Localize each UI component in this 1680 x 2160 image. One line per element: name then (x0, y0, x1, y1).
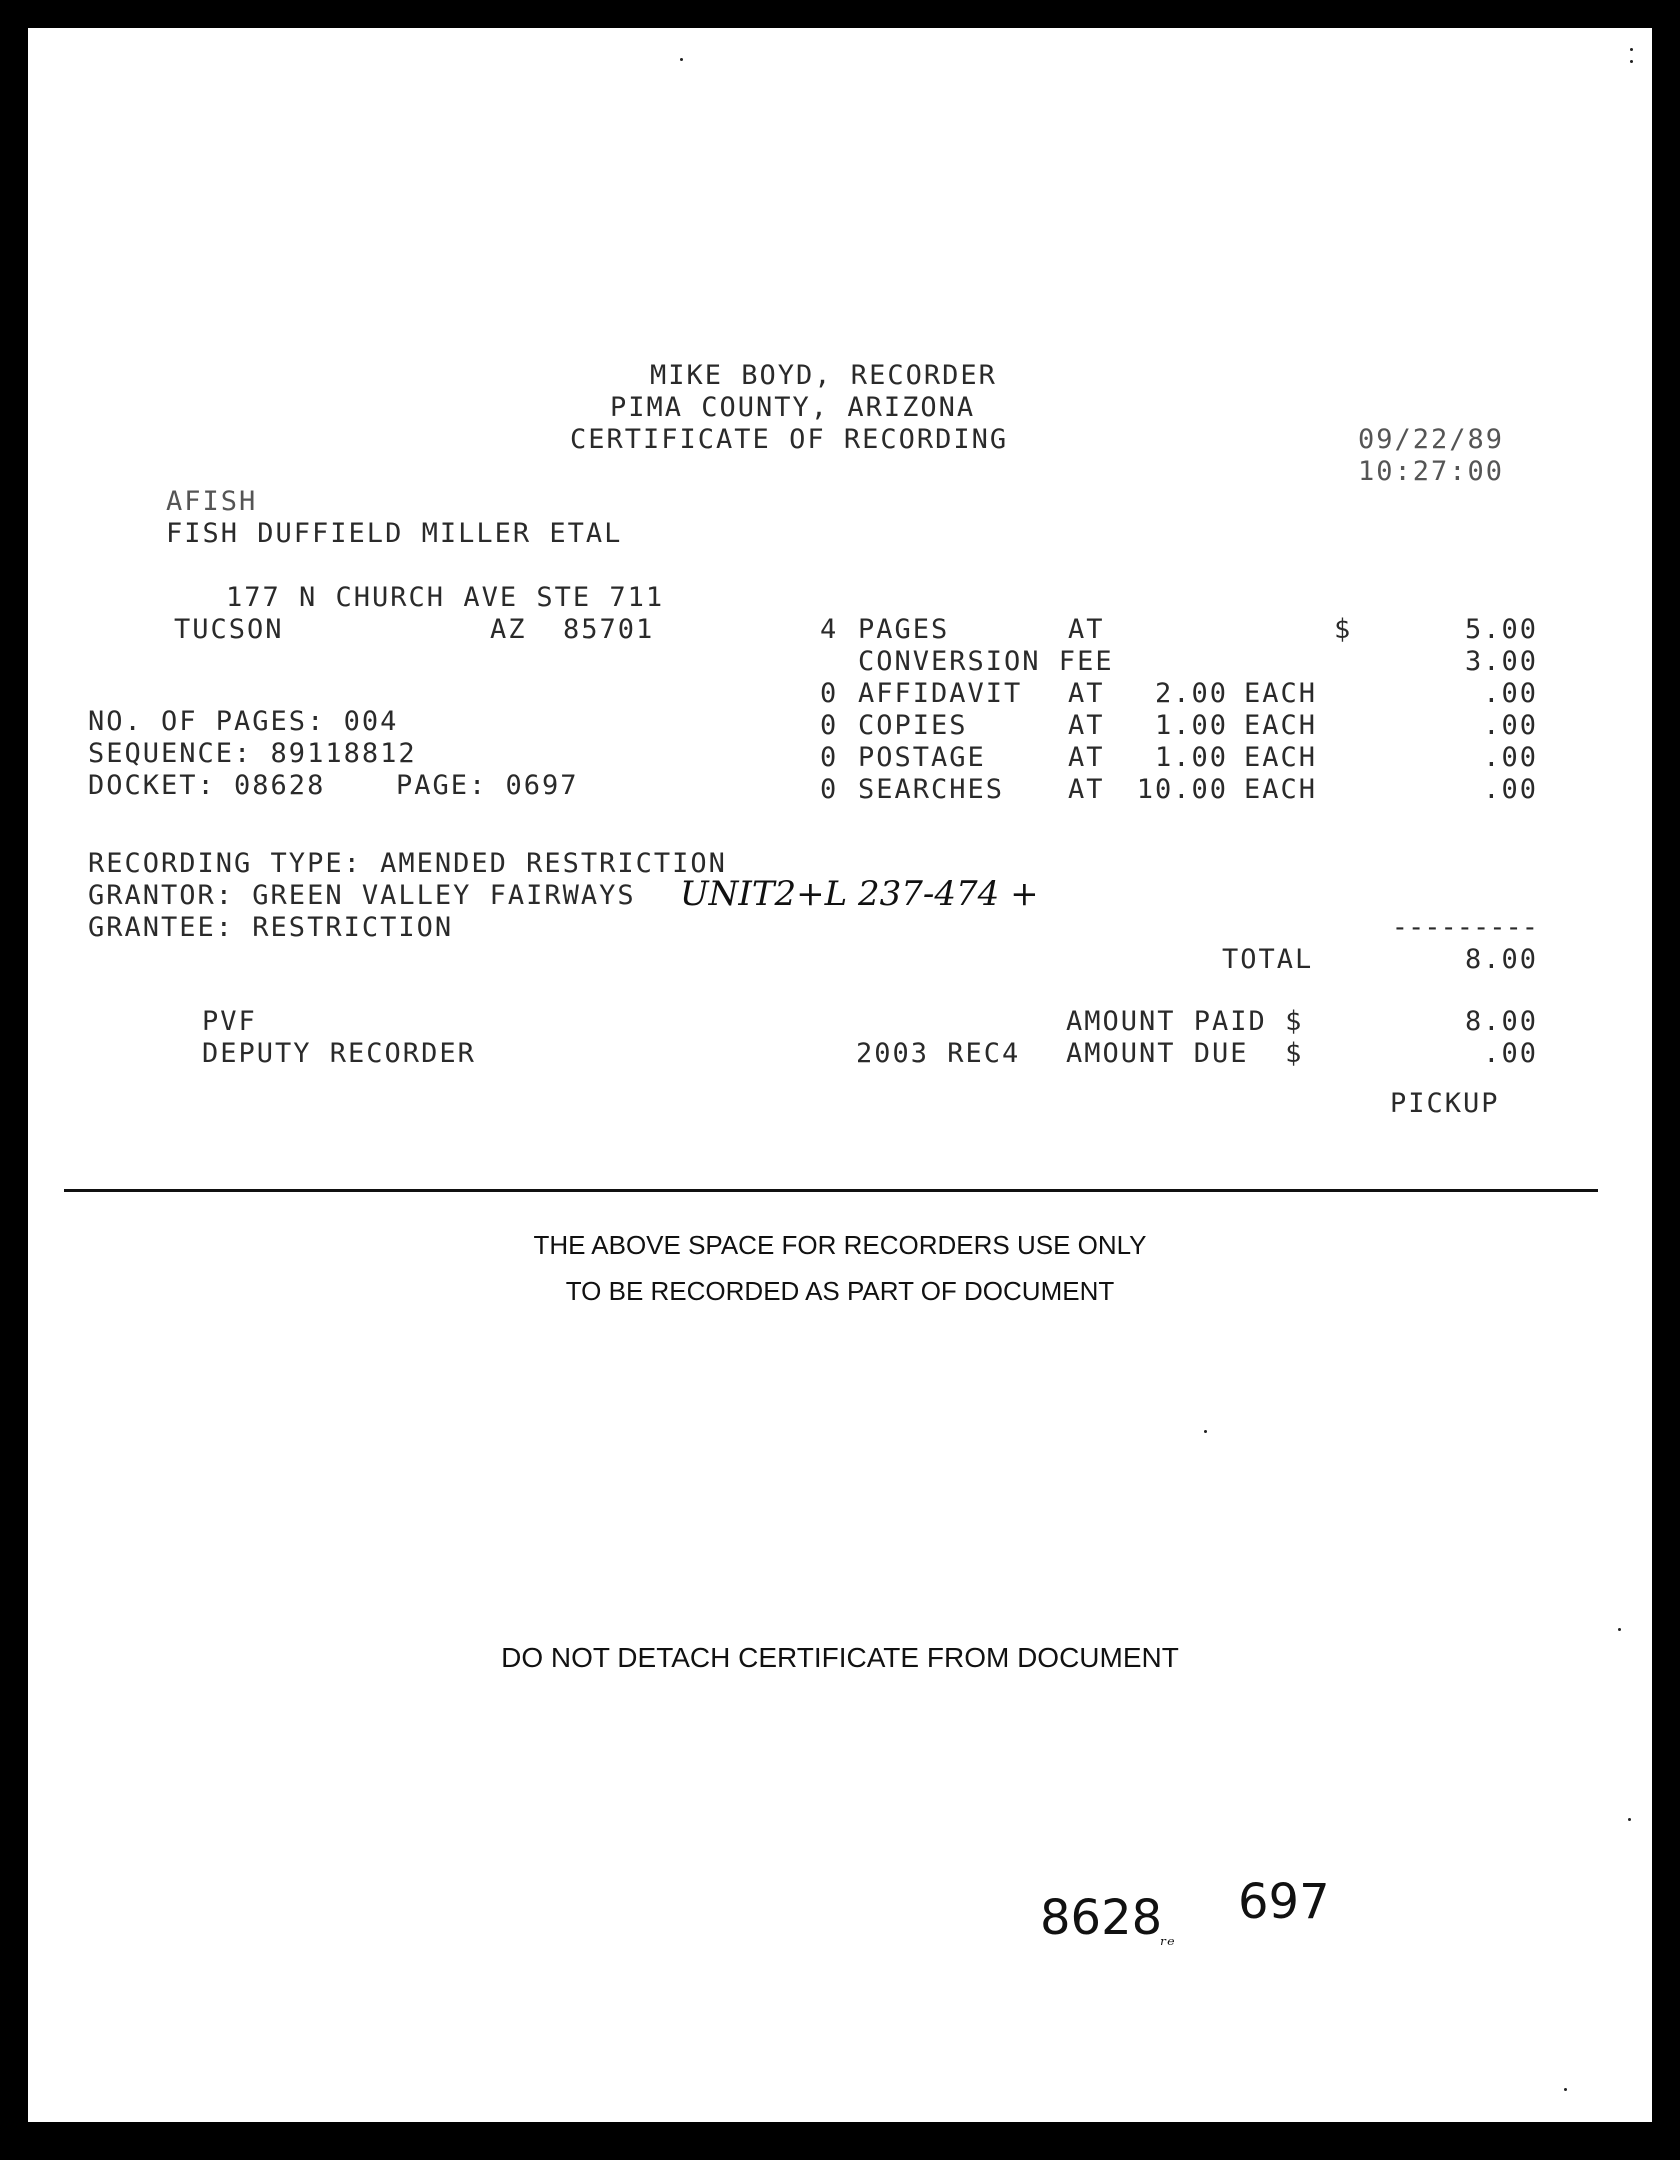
addressee-name: FISH DUFFIELD MILLER ETAL (166, 518, 623, 549)
fee-qty: 4 (820, 614, 839, 645)
page-count: NO. OF PAGES: 004 (88, 706, 399, 737)
part-of-document-notice: TO BE RECORDED AS PART OF DOCUMENT (565, 1276, 1115, 1306)
fee-qty: 0 (820, 678, 839, 709)
county-name: PIMA COUNTY, ARIZONA (610, 392, 976, 423)
fee-currency: $ (1334, 614, 1353, 645)
fee-amount: .00 (1483, 710, 1538, 741)
amount-due-label: AMOUNT DUE $ (1066, 1038, 1304, 1069)
fee-each: EACH (1244, 774, 1318, 805)
speck (680, 58, 683, 61)
fee-rate: 1.00 (1154, 710, 1228, 741)
deputy-title: DEPUTY RECORDER (202, 1038, 476, 1069)
fee-rate: 2.00 (1154, 678, 1228, 709)
speck (1628, 1818, 1631, 1821)
grantee: GRANTEE: RESTRICTION (88, 912, 454, 943)
register-id: 2003 REC4 (856, 1038, 1021, 1069)
recorders-use-notice: THE ABOVE SPACE FOR RECORDERS USE ONLY (533, 1230, 1147, 1260)
grantor-handwritten-note: UNIT2+L 237-474 + (680, 874, 1039, 914)
do-not-detach-notice: DO NOT DETACH CERTIFICATE FROM DOCUMENT (501, 1642, 1179, 1673)
amount-paid-label: AMOUNT PAID $ (1066, 1006, 1304, 1037)
grantor: GRANTOR: GREEN VALLEY FAIRWAYS (88, 880, 636, 911)
fee-amount: 3.00 (1464, 646, 1538, 677)
addressee-state-zip: AZ 85701 (490, 614, 655, 645)
pickup-label: PICKUP (1390, 1088, 1500, 1119)
stamp-page: 697 (1238, 1874, 1330, 1930)
fee-amount: .00 (1483, 742, 1538, 773)
speck (1618, 1628, 1621, 1631)
fee-rate: 1.00 (1154, 742, 1228, 773)
recorder-name: MIKE BOYD, RECORDER (650, 360, 997, 391)
fee-qty: 0 (820, 774, 839, 805)
fee-at: AT (1068, 774, 1105, 805)
speck (1564, 2088, 1567, 2091)
speck (1630, 60, 1633, 63)
fee-item: CONVERSION FEE (858, 646, 1114, 677)
fee-rate: 10.00 (1136, 774, 1228, 805)
fee-amount: 5.00 (1464, 614, 1538, 645)
addressee-city: TUCSON (174, 614, 284, 645)
addressee-street: 177 N CHURCH AVE STE 711 (226, 582, 665, 613)
fee-each: EACH (1244, 678, 1318, 709)
sequence-number: SEQUENCE: 89118812 (88, 738, 417, 769)
fee-item: POSTAGE (858, 742, 986, 773)
recording-date: 09/22/89 (1358, 424, 1505, 455)
stamp-mark: ᵣₑ (1160, 1926, 1175, 1950)
fee-at: AT (1068, 710, 1105, 741)
amount-due: .00 (1483, 1038, 1538, 1069)
divider-line (64, 1189, 1598, 1192)
certificate-page (28, 28, 1652, 2122)
total-label: TOTAL (1222, 944, 1314, 975)
fee-amount: .00 (1483, 774, 1538, 805)
fee-at: AT (1068, 614, 1105, 645)
certificate-title: CERTIFICATE OF RECORDING (570, 424, 1009, 455)
fee-item: SEARCHES (858, 774, 1005, 805)
deputy-initials: PVF (202, 1006, 257, 1037)
fee-item: COPIES (858, 710, 968, 741)
docket-number: DOCKET: 08628 (88, 770, 326, 801)
total-rule: --------- (1391, 912, 1538, 943)
addressee-code: AFISH (166, 486, 258, 517)
fee-at: AT (1068, 678, 1105, 709)
fee-item: PAGES (858, 614, 950, 645)
fee-each: EACH (1244, 742, 1318, 773)
fee-item: AFFIDAVIT (858, 678, 1023, 709)
total-amount: 8.00 (1464, 944, 1538, 975)
speck (1630, 48, 1633, 51)
amount-paid: 8.00 (1464, 1006, 1538, 1037)
docket-page: PAGE: 0697 (396, 770, 579, 801)
fee-qty: 0 (820, 710, 839, 741)
recording-time: 10:27:00 (1358, 456, 1505, 487)
speck (1204, 1430, 1207, 1433)
recording-type: RECORDING TYPE: AMENDED RESTRICTION (88, 848, 727, 879)
fee-at: AT (1068, 742, 1105, 773)
stamp-docket: 8628 (1040, 1890, 1163, 1946)
fee-amount: .00 (1483, 678, 1538, 709)
fee-each: EACH (1244, 710, 1318, 741)
fee-qty: 0 (820, 742, 839, 773)
